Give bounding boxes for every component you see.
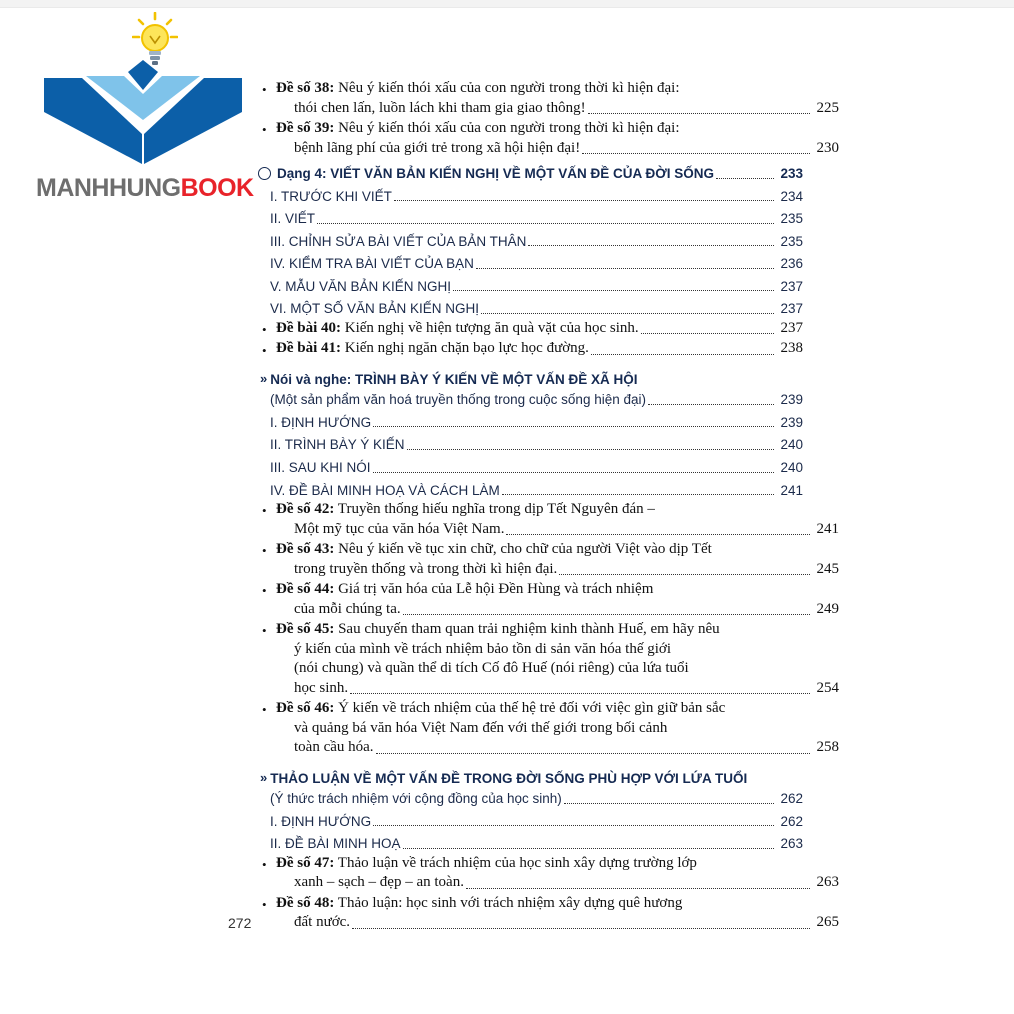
toc-page-number: 254 — [816, 679, 839, 696]
dot-leader — [588, 113, 810, 114]
bullet-icon: • — [262, 543, 267, 559]
brand-text-primary: MANHHUNG — [36, 174, 181, 202]
brand-wordmark — [36, 174, 258, 203]
toc-heading-dang[interactable] — [258, 165, 803, 183]
toc-entry-title-cont: đất nước. — [294, 914, 351, 931]
toc-entry[interactable] — [258, 119, 839, 158]
toc-page-number: 225 — [816, 99, 839, 116]
dot-leader — [506, 534, 810, 535]
toc-entry-title: II. TRÌNH BÀY Ý KIẾN — [270, 437, 405, 453]
toc-entry[interactable] — [258, 699, 839, 758]
dot-leader — [352, 928, 810, 929]
toc-page-number: 240 — [780, 460, 803, 476]
dot-leader — [476, 268, 774, 269]
circle-bullet-icon — [258, 167, 271, 180]
toc-entry-title: Đề số 43: Nêu ý kiến về tục xin chữ, cho chữ của người Việt vào dịp Tết — [276, 541, 712, 558]
toc-entry-line — [258, 600, 839, 620]
toc-entry[interactable] — [258, 319, 803, 339]
toc-page-number: 241 — [780, 482, 803, 498]
toc-entry[interactable] — [258, 79, 839, 118]
toc-section[interactable] — [258, 482, 803, 500]
toc-entry-title-cont: bệnh lãng phí của giới trẻ trong xã hội hiện đại! — [294, 139, 581, 156]
dot-leader — [453, 290, 774, 291]
dot-leader — [373, 825, 774, 826]
toc-entry-title: V. MẪU VĂN BẢN KIẾN NGHỊ — [270, 278, 452, 294]
toc-page-number: 234 — [780, 188, 803, 204]
toc-section[interactable] — [258, 210, 803, 228]
toc-heading-arrow[interactable] — [258, 371, 803, 389]
toc-page-number: 263 — [816, 874, 839, 891]
bullet-icon: • — [262, 82, 267, 98]
toc-entry-title: III. SAU KHI NÓI — [270, 460, 371, 476]
dot-leader — [350, 693, 810, 694]
toc-entry-title-cont: Một mỹ tục của văn hóa Việt Nam. — [294, 520, 505, 537]
toc-entry-title: (Ý thức trách nhiệm với cộng đồng của học sinh) — [270, 791, 562, 807]
dot-leader — [373, 472, 774, 473]
toc-entry-title: (Một sản phẩm văn hoá truyền thống trong cuộc sống hiện đại) — [270, 392, 646, 408]
toc-entry-title: III. CHỈNH SỬA BÀI VIẾT CỦA BẢN THÂN — [270, 233, 527, 249]
dot-leader — [591, 354, 774, 355]
toc-page-number: 238 — [780, 340, 803, 357]
dot-leader — [466, 888, 810, 889]
toc-entry[interactable] — [258, 500, 839, 539]
dot-leader — [564, 803, 774, 804]
toc-entry-title: Đề số 44: Giá trị văn hóa của Lễ hội Đền Hùng và trách nhiệm — [276, 581, 654, 598]
toc-section[interactable] — [258, 233, 803, 251]
toc-page-number: 237 — [780, 278, 803, 294]
open-book-icon — [38, 60, 248, 166]
bullet-icon: • — [262, 322, 267, 338]
dot-leader — [481, 313, 774, 314]
dot-leader — [582, 153, 810, 154]
toc-entry-title: Dạng 4: VIẾT VĂN BẢN KIẾN NGHỊ VỀ MỘT VẤN ĐỀ CỦA ĐỜI SỐNG — [277, 166, 715, 181]
bullet-icon: • — [262, 583, 267, 599]
toc-entry-title: IV. KIỂM TRA BÀI VIẾT CỦA BẠN — [270, 256, 474, 272]
toc-page-number: 235 — [780, 211, 803, 227]
bullet-icon: • — [262, 857, 267, 873]
toc-page-number: 241 — [816, 520, 839, 537]
toc-entry-title-cont: (nói chung) và quần thể di tích Cố đô Huế (nói riêng) của lứa tuổi — [294, 660, 689, 677]
toc-page-number: 245 — [816, 560, 839, 577]
toc-page-number: 239 — [780, 392, 803, 408]
toc-entry-title: VI. MỘT SỐ VĂN BẢN KIẾN NGHỊ — [270, 301, 480, 317]
toc-page-number: 240 — [780, 437, 803, 453]
bullet-icon: • — [262, 623, 267, 639]
toc-section[interactable] — [258, 414, 803, 432]
toc-subtitle[interactable] — [258, 391, 803, 409]
toc-subtitle[interactable] — [258, 790, 803, 808]
toc-entry-title-cont: và quảng bá văn hóa Việt Nam đến với thế giới trong bối cảnh — [294, 719, 668, 736]
dot-leader — [317, 223, 774, 224]
toc-entry-title: Đề số 45: Sau chuyến tham quan trải nghiệm kinh thành Huế, em hãy nêu — [276, 621, 720, 638]
toc-entry-line — [258, 520, 839, 540]
publisher-logo — [28, 8, 258, 218]
top-strip — [0, 0, 1014, 8]
toc-entry-line — [258, 679, 839, 699]
toc-entry-title: Đề số 46: Ý kiến về trách nhiệm của thế hệ trẻ đối với việc gìn giữ bản sắc — [276, 700, 726, 717]
toc-entry-line — [258, 79, 803, 99]
toc-entry[interactable] — [258, 854, 839, 893]
toc-entry-title-cont: trong truyền thống và trong thời kì hiện đại. — [294, 560, 558, 577]
toc-entry-line — [258, 139, 839, 159]
toc-entry-line — [258, 873, 839, 893]
toc-entry-title: II. ĐỀ BÀI MINH HOẠ — [270, 836, 401, 852]
dot-leader — [502, 494, 774, 495]
toc-entry-line — [258, 119, 803, 139]
toc-entry-line — [258, 640, 839, 660]
toc-entry-title: I. TRƯỚC KHI VIẾT — [270, 188, 392, 204]
toc-entry-line — [258, 319, 803, 339]
toc-entry[interactable] — [258, 580, 839, 619]
toc-page-number: 230 — [816, 139, 839, 156]
toc-entry-title: Đề số 38: Nêu ý kiến thói xấu của con người trong thời kì hiện đại: — [276, 80, 680, 96]
dot-leader — [376, 753, 810, 754]
toc-entry[interactable] — [258, 620, 839, 698]
toc-entry-title: II. VIẾT — [270, 211, 316, 227]
toc-entry-title-cont: học sinh. — [294, 679, 349, 696]
toc-entry-title-cont: thói chen lấn, luồn lách khi tham gia giao thông! — [294, 99, 586, 116]
toc-page-number: 249 — [816, 600, 839, 617]
toc-entry-line — [258, 99, 839, 119]
toc-entry-title-cont: ý kiến của mình về trách nhiệm bảo tồn di sản văn hóa thế giới — [294, 640, 671, 657]
toc-entry-title: Đề số 48: Thảo luận: học sinh với trách nhiệm xây dựng quê hương — [276, 894, 683, 911]
toc-entry-line — [258, 620, 803, 640]
toc-entry-title: THẢO LUẬN VỀ MỘT VẤN ĐỀ TRONG ĐỜI SỐNG PHÙ HỢP VỚI LỨA TUỔI — [270, 770, 748, 786]
toc-entry-title: Đề bài 41: Kiến nghị ngăn chặn bạo lực học đường. — [276, 340, 589, 357]
toc-section[interactable] — [258, 436, 803, 454]
toc-heading-arrow[interactable] — [258, 770, 803, 788]
toc-page-number: 265 — [816, 914, 839, 931]
dot-leader — [641, 333, 774, 334]
toc-entry-line — [258, 339, 803, 359]
toc-entry-title: IV. ĐỀ BÀI MINH HOẠ VÀ CÁCH LÀM — [270, 482, 500, 498]
dot-leader — [648, 404, 774, 405]
table-of-contents — [258, 78, 839, 933]
toc-entry-title: I. ĐỊNH HƯỚNG — [270, 414, 372, 430]
toc-entry-title: Đề số 42: Truyền thống hiếu nghĩa trong dịp Tết Nguyên đán – — [276, 501, 655, 518]
dot-leader — [403, 614, 810, 615]
toc-entry-line — [258, 738, 839, 758]
toc-entry-title: Nói và nghe: TRÌNH BÀY Ý KIẾN VỀ MỘT VẤN ĐỀ XÃ HỘI — [270, 371, 638, 387]
brand-text-secondary: BOOK — [180, 174, 254, 202]
toc-entry-line — [258, 500, 803, 520]
toc-entry[interactable] — [258, 339, 803, 359]
bullet-icon: • — [262, 122, 267, 138]
toc-entry-line — [258, 659, 839, 679]
toc-entry-title-cont: của mỗi chúng ta. — [294, 600, 401, 617]
dot-leader — [407, 449, 774, 450]
bullet-icon: • — [262, 702, 267, 718]
toc-entry-title: Đề số 39: Nêu ý kiến thói xấu của con người trong thời kì hiện đại: — [276, 120, 680, 136]
toc-entry-line — [258, 913, 839, 933]
toc-entry-title-cont: xanh – sạch – đẹp – an toàn. — [294, 874, 464, 891]
double-chevron-right-icon: » — [260, 770, 266, 786]
toc-entry-line — [258, 560, 839, 580]
dot-leader — [373, 426, 774, 427]
toc-page-number: 235 — [780, 233, 803, 249]
bullet-icon: • — [262, 503, 267, 519]
dot-leader — [716, 178, 774, 179]
bullet-icon: • — [262, 897, 267, 913]
toc-entry-title: Đề số 47: Thảo luận về trách nhiệm của học sinh xây dựng trường lớp — [276, 854, 697, 871]
toc-entry-line — [258, 580, 803, 600]
double-chevron-right-icon: » — [260, 371, 266, 387]
toc-entry[interactable] — [258, 894, 839, 933]
toc-entry[interactable] — [258, 540, 839, 579]
toc-page-number: 237 — [780, 301, 803, 317]
dot-leader — [528, 245, 774, 246]
toc-section[interactable] — [258, 459, 803, 477]
toc-section[interactable] — [258, 255, 803, 273]
toc-section[interactable] — [258, 278, 803, 296]
toc-entry-line — [258, 699, 803, 719]
toc-section[interactable] — [258, 813, 803, 831]
toc-entry-line — [258, 894, 803, 914]
toc-page-number: 262 — [780, 791, 803, 807]
toc-section[interactable] — [258, 300, 803, 318]
toc-section[interactable] — [258, 188, 803, 206]
toc-entry-title-cont: toàn cầu hóa. — [294, 739, 374, 756]
toc-entry-line — [258, 719, 839, 739]
toc-page-number: 239 — [780, 414, 803, 430]
toc-section[interactable] — [258, 835, 803, 853]
bullet-icon: • — [262, 342, 267, 358]
dot-leader — [559, 574, 810, 575]
toc-page-number: 233 — [780, 166, 803, 181]
toc-page-number: 236 — [780, 256, 803, 272]
toc-entry-title: I. ĐỊNH HƯỚNG — [270, 813, 372, 829]
toc-page-number: 237 — [780, 319, 803, 336]
toc-page-number: 262 — [780, 813, 803, 829]
toc-entry-line — [258, 540, 803, 560]
toc-entry-title: Đề bài 40: Kiến nghị về hiện tượng ăn quà vặt của học sinh. — [276, 319, 639, 336]
dot-leader — [403, 848, 774, 849]
toc-page-number: 263 — [780, 836, 803, 852]
toc-page-number: 258 — [816, 739, 839, 756]
dot-leader — [394, 200, 774, 201]
toc-entry-line — [258, 854, 803, 874]
page-number: 272 — [228, 915, 252, 931]
